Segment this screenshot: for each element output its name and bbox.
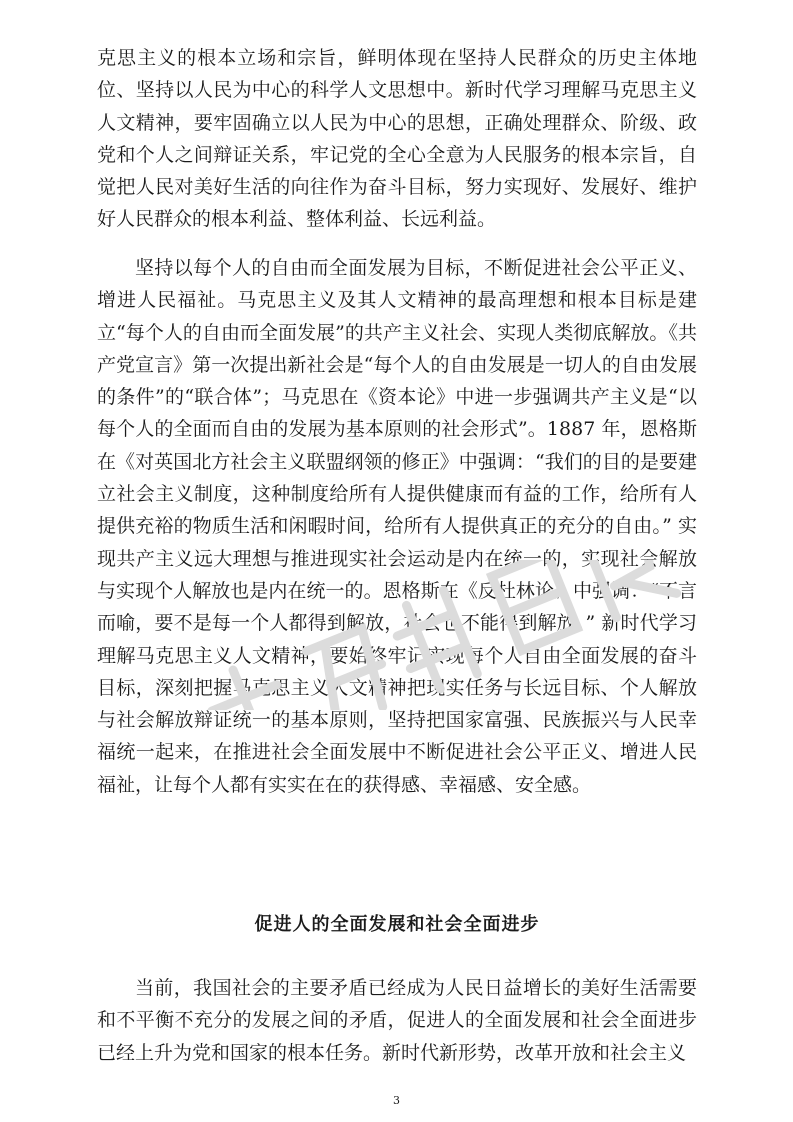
paragraph-free-development xyxy=(97,252,697,801)
paragraph-body: 马克思主义及其人文精神的最高理想和根本目标是建立“每个人的自由而全面发展”的共产主义社会、实现人类彻底解放。《共产党宣言》第一次提出新社会是“每个人的自由发展是一切人的自由发展的条件”的“联合体”；马克思在《资本论》中进一步强调共产主义是“以每个人的全面而自由的发展为基本原则的社会形式”。1887 年，恩格斯在《对英国北方社会主义联盟纲领的修正》中强调：“我们的目的是要建立社会主义制度，这种制度给所有人提供健康而有益的工作，给所有人提供充裕的物质生活和闲暇时间，给所有人提供真正的充分的自由。” 实现共产主义远大理想与推进现实社会运动是内在统一的，实现社会解放与实现个人解放也是内在统一的。恩格斯在《反杜林论》中强调：“不言而喻，要不是每一个人都得到解放，社会也不能得到解放。” 新时代学习理解马克思主义人文精神，要始终牢记实现每个人自由全面发展的奋斗目标，深刻把握马克思主义人文精神把现实任务与长远目标、个人解放与社会解放辩证统一的基本原则，坚持把国家富强、民族振兴与人民幸福统一起来，在推进社会全面发展中不断促进社会公平正义、增进人民福祉，让每个人都有实实在在的获得感、幸福感、安全感。 xyxy=(97,289,697,796)
paragraph-people-centered: 克思主义的根本立场和宗旨，鲜明体现在坚持人民群众的历史主体地位、坚持以人民为中心的科学人文思想中。新时代学习理解马克思主义人文精神，要牢固确立以人民为中心的思想，正确处理群众、阶级、政党和个人之间辩证关系，牢记党的全心全意为人民服务的根本宗旨，自觉把人民对美好生活的向往作为奋斗目标，努力实现好、发展好、维护好人民群众的根本利益、整体利益、长远利益。 xyxy=(97,47,697,231)
paragraph-current-situation: 当前，我国社会的主要矛盾已经成为人民日益增长的美好生活需要和不平衡不充分的发展之间的矛盾，促进人的全面发展和社会全面进步已经上升为党和国家的根本任务。新时代新形势，改革开放和社会主义 xyxy=(97,977,697,1064)
page-number: 3 xyxy=(393,1094,400,1107)
paragraph-lead-sentence: 坚持以每个人的自由而全面发展为目标，不断促进社会公平正义、增进人民福祉。 xyxy=(97,257,697,312)
section-heading: 促进人的全面发展和社会全面进步 xyxy=(254,914,540,935)
